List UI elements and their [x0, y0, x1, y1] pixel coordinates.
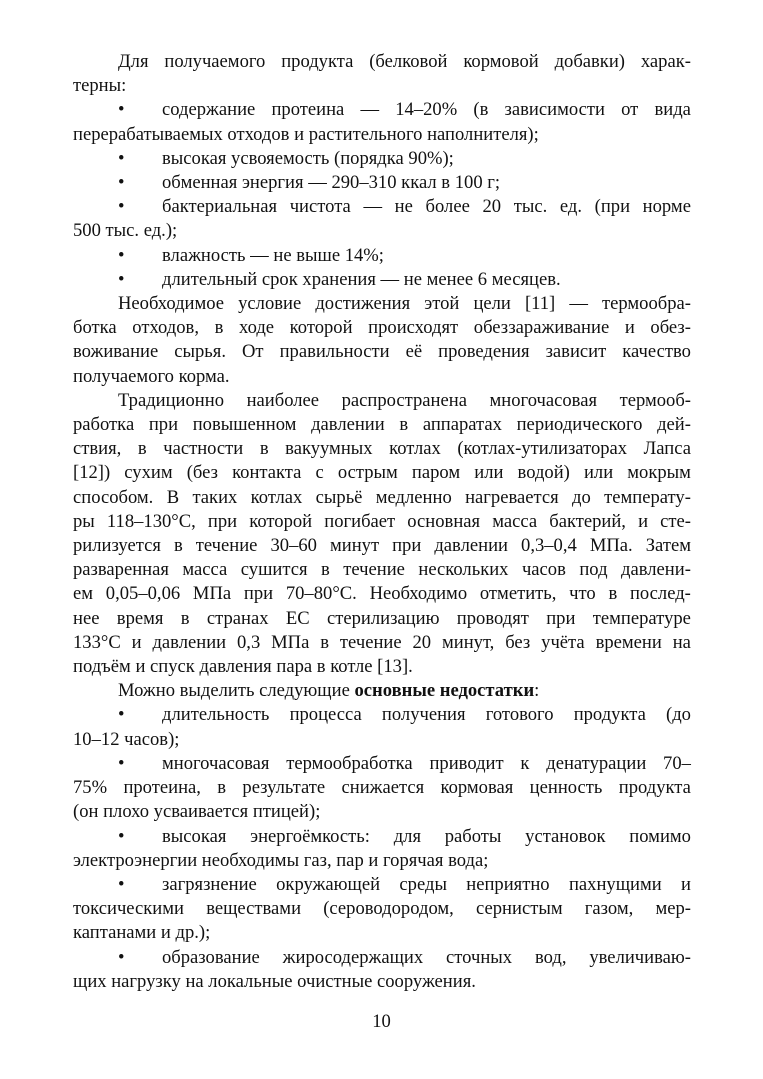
line-text: обменная энергия — 290–310 ккал в 100 г;: [162, 172, 501, 194]
line-text: ствия, в частности в вакуумных котлах (котлах-утилизаторах Лапса: [73, 438, 691, 460]
text-line: [73, 631, 691, 655]
text-line: [73, 316, 691, 340]
paragraph: [73, 679, 691, 703]
text-line: [73, 195, 691, 219]
text-segment: Можно выделить следующие: [118, 680, 355, 702]
paragraph: [73, 50, 691, 98]
bullet-item: [73, 147, 691, 171]
bullet-item: [73, 244, 691, 268]
text-line: [73, 655, 691, 679]
line-text: работка при повышенном давлении в аппаратах периодического дей-: [73, 414, 691, 436]
text-line: [73, 825, 691, 849]
bullet-item: [73, 171, 691, 195]
text-line: [73, 98, 691, 122]
text-line: [73, 679, 691, 703]
bullet-icon: •: [118, 752, 125, 774]
text-line: [73, 147, 691, 171]
line-text: щих нагрузку на локальные очистные сооружения.: [73, 970, 476, 992]
line-text: бактериальная чистота — не более 20 тыс. ед. (при норме: [162, 196, 691, 218]
line-text: загрязнение окружающей среды неприятно пахнущими и: [162, 873, 691, 895]
line-text: подъём и спуск давления пара в котле [13].: [73, 656, 413, 678]
text-line: [73, 461, 691, 485]
bullet-icon: •: [118, 172, 125, 194]
line-text: 10–12 часов);: [73, 728, 180, 750]
text-segment: :: [534, 680, 540, 702]
line-text: высокая энергоёмкость: для работы установок помимо: [162, 825, 691, 847]
line-text: 500 тыс. ед.);: [73, 220, 178, 242]
text-line: [73, 558, 691, 582]
line-text: Необходимое условие достижения этой цели [11] — термообра-: [118, 293, 691, 315]
bullet-icon: •: [118, 946, 125, 968]
text-line: [73, 970, 691, 994]
text-line: [73, 752, 691, 776]
text-line: [73, 292, 691, 316]
text-line: [73, 365, 691, 389]
bullet-item: [73, 98, 691, 146]
line-text: Традиционно наиболее распространена многочасовая термооб-: [118, 389, 691, 411]
text-line: [73, 340, 691, 364]
line-text: образование жиросодержащих сточных вод, увеличиваю-: [162, 946, 691, 968]
bullet-item: [73, 703, 691, 751]
text-line: [73, 534, 691, 558]
line-text: длительность процесса получения готового продукта (до: [162, 704, 691, 726]
line-text: ем 0,05–0,06 МПа при 70–80°С. Необходимо отметить, что в послед-: [73, 583, 691, 605]
bullet-icon: •: [118, 873, 125, 895]
line-text: получаемого корма.: [73, 365, 230, 387]
text-line: [73, 510, 691, 534]
paragraph: [73, 389, 691, 679]
bullet-icon: •: [118, 147, 125, 169]
line-text: 75% протеина, в результате снижается кормовая ценность продукта: [73, 777, 691, 799]
line-text: перерабатываемых отходов и растительного наполнителя);: [73, 123, 539, 145]
line-text: электроэнергии необходимы газ, пар и горячая вода;: [73, 849, 489, 871]
line-text: 133°С и давлении 0,3 МПа в течение 20 минут, без учёта времени на: [73, 631, 691, 653]
line-text: влажность — не выше 14%;: [162, 244, 384, 266]
text-line: [73, 171, 691, 195]
line-text: терны:: [73, 75, 127, 97]
line-text: нее время в странах ЕС стерилизацию проводят при температуре: [73, 607, 691, 629]
line-text: ботка отходов, в ходе которой происходят обеззараживание и обез-: [73, 317, 691, 339]
text-line: [73, 873, 691, 897]
text-line: [73, 50, 691, 74]
page-body: [73, 50, 691, 994]
line-text: разваренная масса сушится в течение нескольких часов под давлени-: [73, 559, 691, 581]
line-text: воживание сырья. От правильности её проведения зависит качество: [73, 341, 691, 363]
line-text: содержание протеина — 14–20% (в зависимости от вида: [162, 99, 691, 121]
bullet-item: [73, 825, 691, 873]
text-line: [73, 74, 691, 98]
line-text: токсическими веществами (сероводородом, сернистым газом, мер-: [73, 898, 691, 920]
line-text: высокая усвояемость (порядка 90%);: [162, 147, 454, 169]
text-line: [73, 800, 691, 824]
text-line: [73, 703, 691, 727]
text-line: [73, 897, 691, 921]
line-text: длительный срок хранения — не менее 6 месяцев.: [162, 268, 561, 290]
line-text: способом. В таких котлах сырьё медленно нагревается до температу-: [73, 486, 691, 508]
bullet-icon: •: [118, 196, 125, 218]
bullet-item: [73, 752, 691, 825]
text-line: [73, 849, 691, 873]
bullet-item: [73, 873, 691, 946]
text-line: [73, 219, 691, 243]
line-text: рилизуется в течение 30–60 минут при давлении 0,3–0,4 МПа. Затем: [73, 535, 691, 557]
text-line: [73, 776, 691, 800]
page-number: 10: [372, 1011, 391, 1032]
text-line: [73, 607, 691, 631]
line-text: [12]) сухим (без контакта с острым паром или водой) или мокрым: [73, 462, 691, 484]
text-line: [73, 268, 691, 292]
bullet-icon: •: [118, 825, 125, 847]
text-line: [73, 413, 691, 437]
text-line: [73, 582, 691, 606]
bullet-item: [73, 195, 691, 243]
line-text: многочасовая термообработка приводит к денатурации 70–: [162, 752, 691, 774]
bullet-item: [73, 946, 691, 994]
bullet-item: [73, 268, 691, 292]
bold-text: основные недостатки: [354, 680, 535, 702]
paragraph: [73, 292, 691, 389]
text-line: [73, 728, 691, 752]
text-line: [73, 946, 691, 970]
text-line: [73, 244, 691, 268]
line-text: Для получаемого продукта (белковой кормовой добавки) харак-: [118, 51, 691, 72]
line-text: (он плохо усваивается птицей);: [73, 801, 321, 823]
text-line: [73, 486, 691, 510]
text-line: [73, 921, 691, 945]
text-line: [73, 389, 691, 413]
bullet-icon: •: [118, 99, 125, 121]
bullet-icon: •: [118, 704, 125, 726]
line-text: ры 118–130°С, при которой погибает основная масса бактерий, и сте-: [73, 510, 691, 532]
text-line: [73, 123, 691, 147]
bullet-icon: •: [118, 244, 125, 266]
bullet-icon: •: [118, 268, 125, 290]
line-text: каптанами и др.);: [73, 922, 211, 944]
text-line: [73, 437, 691, 461]
